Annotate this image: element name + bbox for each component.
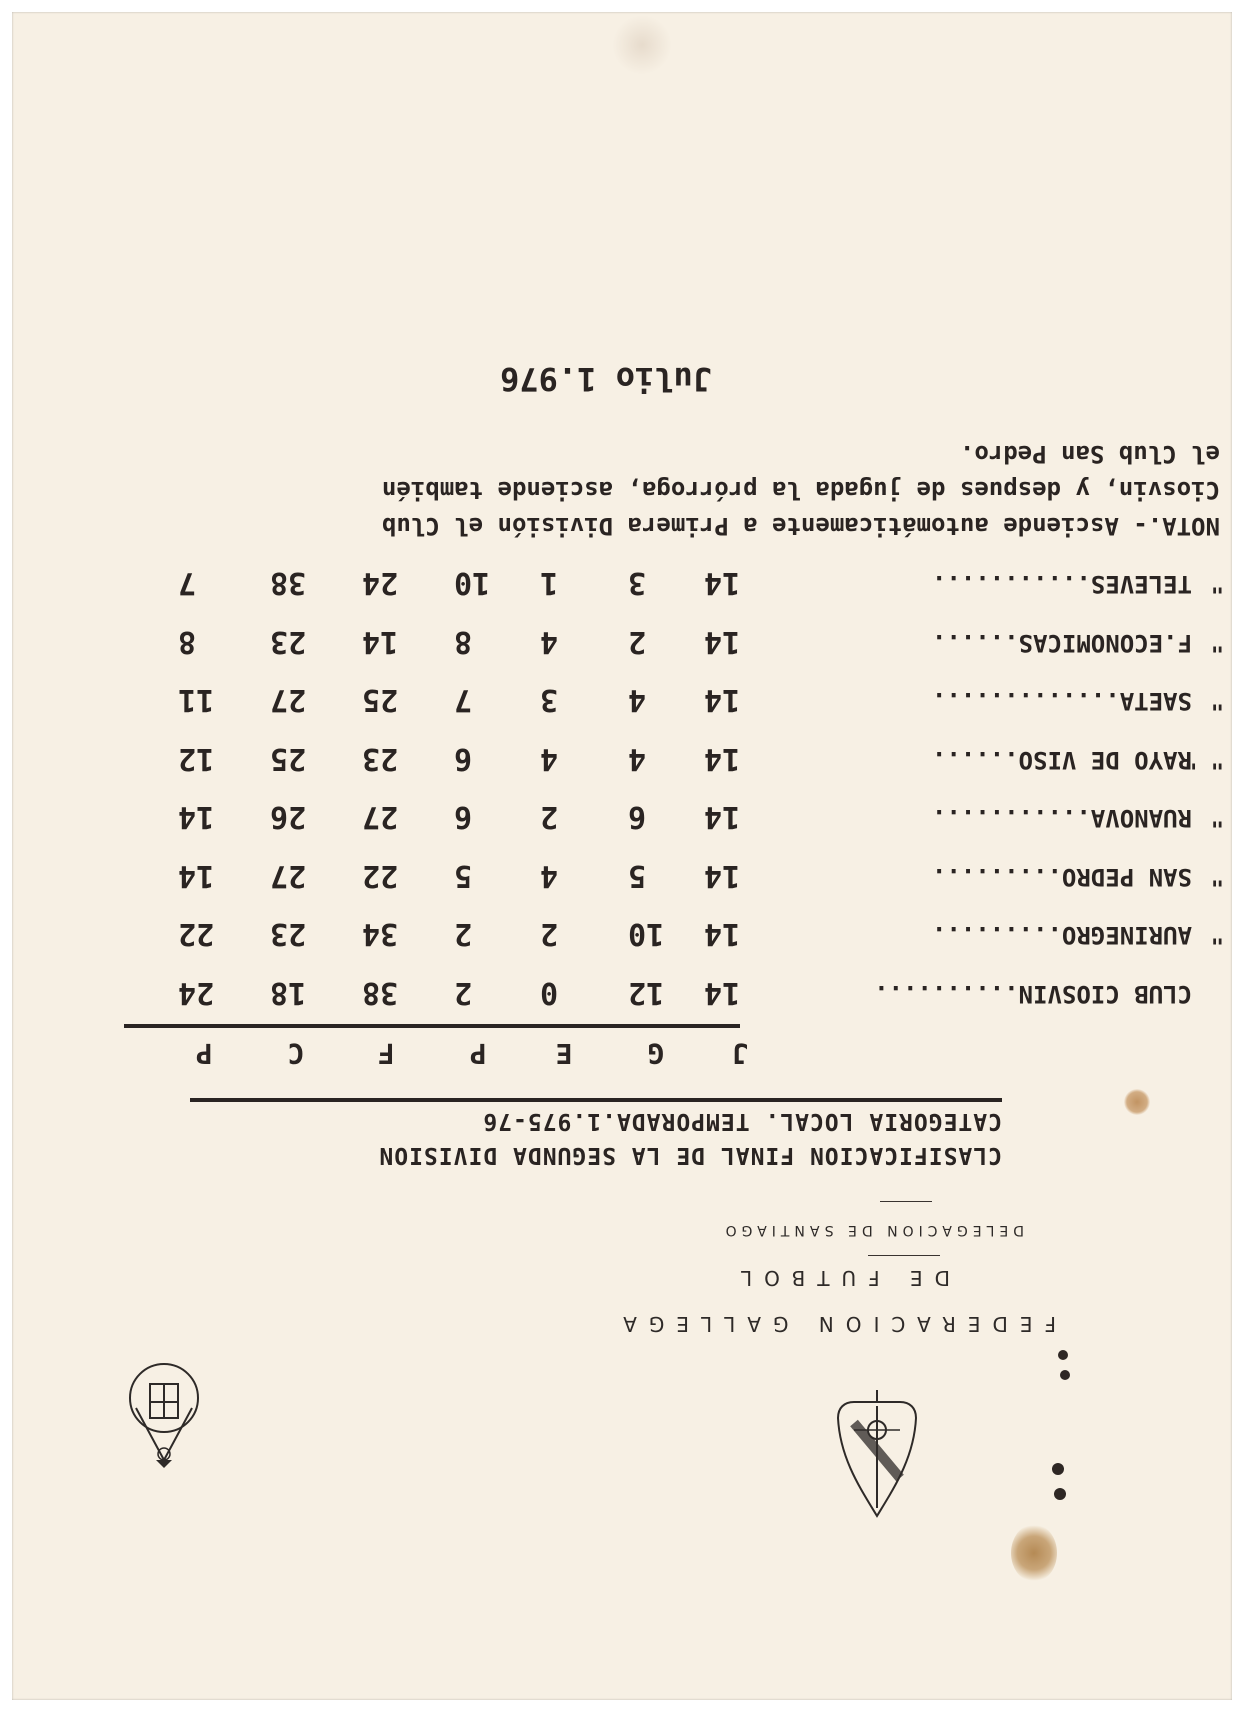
table-cell: 14	[704, 565, 741, 600]
table-cell: 14	[178, 858, 215, 893]
table-cell: 14	[704, 975, 741, 1010]
table-cell: 2	[628, 624, 647, 659]
letterhead-divider	[880, 1201, 932, 1202]
note-line1: NOTA.- Asciende automáticamente a Primera División el Club	[381, 512, 1220, 540]
table-cell: 14	[178, 799, 215, 834]
table-cell: 0	[540, 975, 559, 1010]
column-header-pts: P	[195, 1037, 213, 1070]
stain-mark	[1058, 1350, 1068, 1360]
ditto-mark: "	[1210, 805, 1224, 830]
header-underline	[124, 1024, 740, 1028]
team-name: SAN PEDRO.........	[931, 863, 1192, 891]
column-header-e: E	[555, 1037, 573, 1070]
table-cell: 8	[454, 624, 473, 659]
table-cell: 14	[704, 916, 741, 951]
paper-sheet	[12, 12, 1232, 1700]
table-cell: 4	[628, 741, 647, 776]
table-cell: 3	[628, 565, 647, 600]
table-cell: 7	[454, 682, 473, 717]
table-cell: 27	[270, 858, 307, 893]
note-line2: Ciosvin, y despues de jugada la prórroga, asciende también	[381, 476, 1220, 504]
table-cell: 23	[270, 624, 307, 659]
column-header-f: F	[377, 1037, 395, 1070]
table-cell: 2	[540, 799, 559, 834]
table-cell: 34	[362, 916, 399, 951]
title-underline	[190, 1098, 1002, 1102]
table-cell: 12	[178, 741, 215, 776]
table-cell: 22	[362, 858, 399, 893]
table-cell: 38	[362, 975, 399, 1010]
table-cell: 5	[454, 858, 473, 893]
stain-mark	[1052, 1463, 1064, 1475]
stain-mark	[1060, 1370, 1070, 1380]
table-cell: 25	[362, 682, 399, 717]
stain-mark	[1011, 1524, 1057, 1582]
table-cell: 38	[270, 565, 307, 600]
team-name: SAETA.............	[931, 687, 1192, 715]
table-cell: 2	[454, 975, 473, 1010]
table-cell: 14	[704, 799, 741, 834]
column-header-j: J	[731, 1037, 749, 1070]
ditto-mark: "	[1210, 571, 1224, 596]
table-cell: 4	[540, 624, 559, 659]
table-cell: 6	[454, 799, 473, 834]
table-cell: 7	[178, 565, 197, 600]
document-date: Julio 1.976	[500, 360, 712, 398]
document-subtitle: CATEGORIA LOCAL. TEMPORADA.1.975-76	[482, 1108, 1002, 1134]
table-cell: 5	[628, 858, 647, 893]
letterhead-line3: DELEGACION DE SANTIAGO	[720, 1222, 1024, 1238]
table-cell: 18	[270, 975, 307, 1010]
team-name: TELEVES...........	[931, 570, 1192, 598]
table-cell: 14	[704, 682, 741, 717]
table-cell: 4	[628, 682, 647, 717]
ditto-mark: "	[1210, 922, 1224, 947]
table-cell: 6	[454, 741, 473, 776]
table-cell: 22	[178, 916, 215, 951]
table-cell: 27	[362, 799, 399, 834]
column-header-p: P	[469, 1037, 487, 1070]
team-name: RUANOVA...........	[931, 804, 1192, 832]
stain-mark	[612, 15, 672, 75]
table-cell: 25	[270, 741, 307, 776]
column-header-c: C	[287, 1037, 305, 1070]
table-cell: 10	[628, 916, 665, 951]
table-cell: 4	[540, 741, 559, 776]
table-cell: 26	[270, 799, 307, 834]
ditto-mark: "	[1210, 630, 1224, 655]
table-cell: 27	[270, 682, 307, 717]
table-cell: 4	[540, 858, 559, 893]
letterhead-divider	[868, 1255, 940, 1256]
table-cell: 2	[454, 916, 473, 951]
column-header-g: G	[647, 1037, 665, 1070]
table-cell: 23	[270, 916, 307, 951]
team-name: F.ECONOMICAS......	[931, 629, 1192, 657]
table-cell: 11	[178, 682, 215, 717]
stain-mark	[1124, 1089, 1150, 1115]
letterhead-line1: FEDERACION GALLEGA	[611, 1312, 1056, 1336]
ditto-mark: " "	[1184, 747, 1224, 772]
ditto-mark: "	[1210, 688, 1224, 713]
table-cell: 8	[178, 624, 197, 659]
table-cell: 12	[628, 975, 665, 1010]
note-line3: el Club San Pedro.	[959, 440, 1220, 468]
table-cell: 3	[540, 682, 559, 717]
table-cell: 6	[628, 799, 647, 834]
table-cell: 10	[454, 565, 491, 600]
club-emblem-logo	[126, 1358, 202, 1468]
team-name: CLUB CIOSVIN..........	[874, 980, 1192, 1008]
ditto-mark: "	[1210, 864, 1224, 889]
document-title: CLASIFICACION FINAL DE LA SEGUNDA DIVISION	[378, 1142, 1002, 1168]
table-cell: 2	[540, 916, 559, 951]
federation-shield-logo	[834, 1388, 920, 1518]
table-cell: 14	[704, 741, 741, 776]
table-cell: 1	[540, 565, 559, 600]
table-cell: 14	[362, 624, 399, 659]
letterhead-line2: DE FUTBOL	[728, 1266, 950, 1290]
table-cell: 24	[362, 565, 399, 600]
team-name: AURINEGRO.........	[931, 921, 1192, 949]
table-cell: 14	[704, 858, 741, 893]
table-cell: 23	[362, 741, 399, 776]
team-name: RAYO DE VISO......	[931, 746, 1192, 774]
stain-mark	[1054, 1488, 1066, 1500]
table-cell: 24	[178, 975, 215, 1010]
table-cell: 14	[704, 624, 741, 659]
